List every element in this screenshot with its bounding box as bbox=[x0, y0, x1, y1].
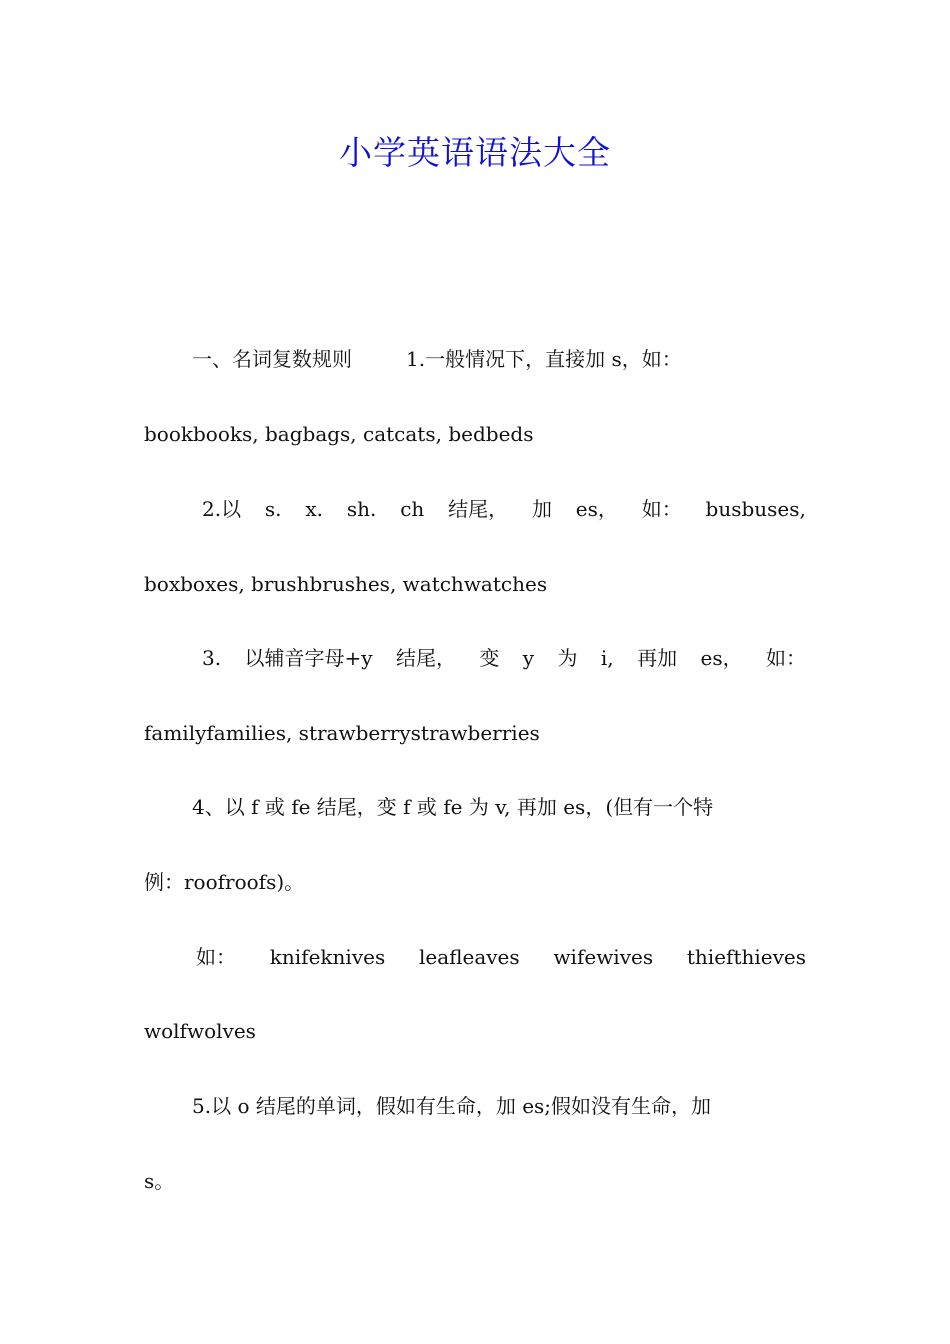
rule2-part: 2.以 bbox=[202, 497, 242, 521]
rule2-part: 加 bbox=[531, 497, 552, 521]
rule4-example: leafleaves bbox=[419, 945, 520, 969]
rule4-example: wifewives bbox=[553, 945, 654, 969]
document-title: 小学英语语法大全 bbox=[339, 133, 611, 172]
rule5-line2: s。 bbox=[144, 1169, 175, 1193]
rule2-part: x. bbox=[305, 497, 324, 521]
rule3-part: i, bbox=[600, 646, 614, 670]
rule1-examples: bookbooks, bagbags, catcats, bedbeds bbox=[144, 422, 534, 446]
rule2-part: busbuses, bbox=[705, 497, 806, 521]
rule3-part: 以辅音字母+y bbox=[244, 646, 373, 670]
section-heading: 一、名词复数规则 bbox=[192, 347, 352, 371]
rule2-part: es， bbox=[575, 497, 618, 521]
rule3-part: 3. bbox=[202, 646, 222, 670]
rule4-examples-line2: wolfwolves bbox=[144, 1019, 256, 1043]
rule4-example: thiefthieves bbox=[686, 945, 806, 969]
rule2-part: ch bbox=[400, 497, 425, 521]
rule3-part: 变 bbox=[479, 646, 500, 670]
rule4-example: knifeknives bbox=[269, 945, 386, 969]
rule3-part: y bbox=[522, 646, 535, 670]
rule2-part: s. bbox=[264, 497, 282, 521]
rule4-example: 如： bbox=[196, 945, 236, 969]
rule4-examples-line bbox=[196, 937, 806, 977]
rule2-part: 结尾， bbox=[448, 497, 509, 521]
rule4-line1: 4、以 f 或 fe 结尾，变 f 或 fe 为 v, 再加 es，(但有一个特 bbox=[192, 795, 714, 819]
rule2-part: 如： bbox=[641, 497, 682, 521]
rule3-part: 为 bbox=[557, 646, 578, 670]
rule5-line1: 5.以 o 结尾的单词，假如有生命，加 es;假如没有生命，加 bbox=[192, 1094, 712, 1118]
rule3-examples: familyfamilies, strawberrystrawberries bbox=[144, 721, 540, 745]
rule1-line bbox=[192, 339, 806, 379]
rule3-part: 结尾， bbox=[395, 646, 456, 670]
rule2-part: sh. bbox=[346, 497, 377, 521]
rule3-line bbox=[202, 638, 806, 678]
rule1-intro: 1.一般情况下，直接加 s，如： bbox=[406, 347, 682, 371]
rule4-line2: 例：roofroofs)。 bbox=[144, 870, 305, 894]
rule2-examples: boxboxes, brushbrushes, watchwatches bbox=[144, 572, 548, 596]
rule3-part: 再加 bbox=[637, 646, 678, 670]
rule3-part: es， bbox=[700, 646, 743, 670]
rule2-line bbox=[202, 489, 806, 529]
rule3-part: 如： bbox=[766, 646, 806, 670]
